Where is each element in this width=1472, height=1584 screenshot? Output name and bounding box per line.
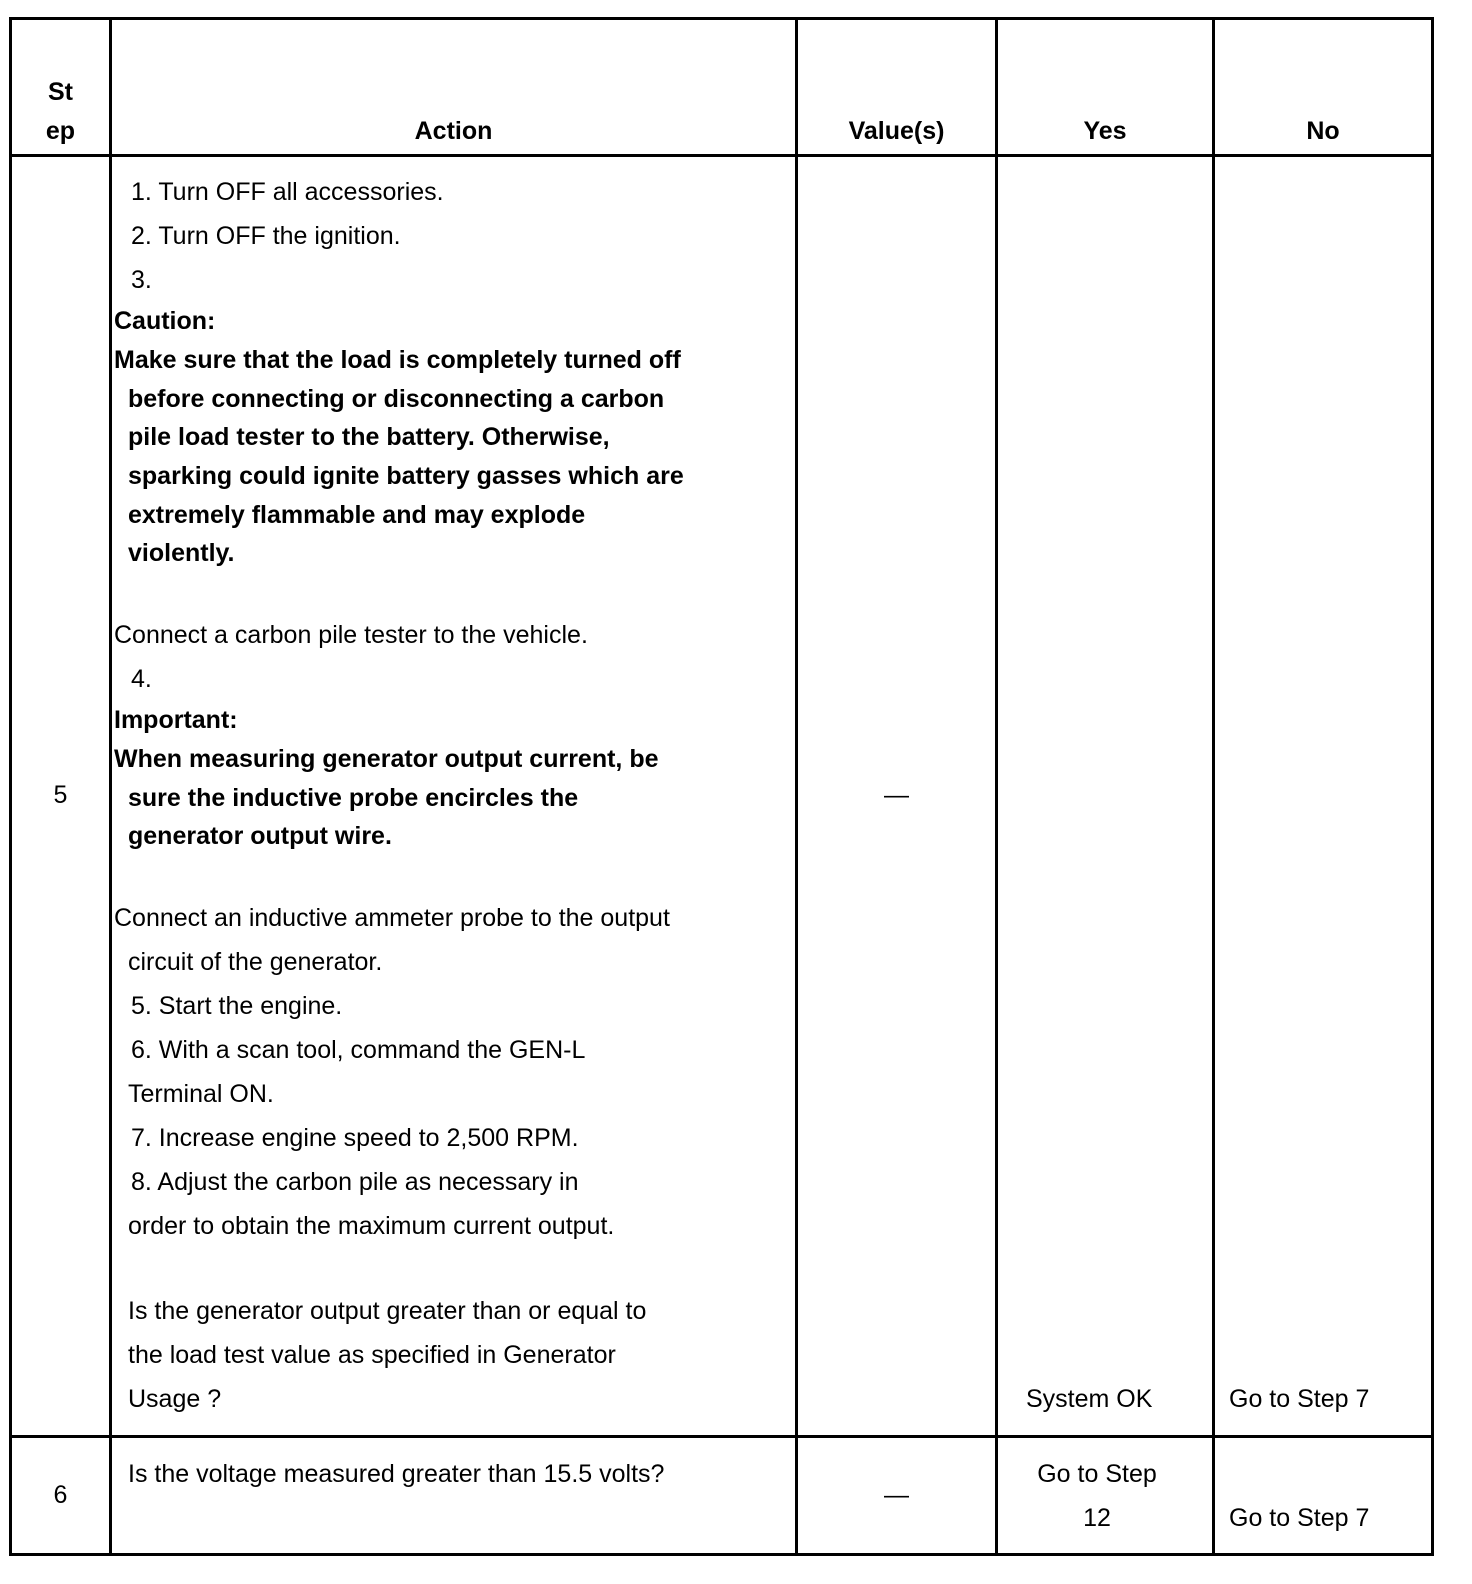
action-item-6-cont: Terminal ON. xyxy=(128,1080,274,1108)
action-item-4: 4. xyxy=(131,665,152,693)
action-item-6: 6. With a scan tool, command the GEN-L xyxy=(131,1036,586,1064)
row6-yes-cont: 12 xyxy=(1083,1504,1111,1532)
header-action: Action xyxy=(414,117,493,145)
action-item-8-cont: order to obtain the maximum current output. xyxy=(128,1212,615,1240)
action-question: Is the generator output greater than or equal to xyxy=(128,1297,647,1325)
header-step-line1: St xyxy=(48,78,73,106)
action-question-cont: the load test value as specified in Generator xyxy=(128,1341,616,1369)
table-border-bottom xyxy=(9,1553,1434,1556)
action-item-3: 3. xyxy=(131,266,152,294)
caution-line: violently. xyxy=(128,539,235,567)
row6-action: Is the voltage measured greater than 15.5 volts? xyxy=(128,1460,665,1488)
action-item-2: 2. Turn OFF the ignition. xyxy=(131,222,401,250)
table-border-right xyxy=(1431,17,1434,1556)
caution-line: pile load tester to the battery. Otherwise, xyxy=(128,423,610,451)
column-divider-step xyxy=(109,17,112,1556)
action-item-5: 5. Start the engine. xyxy=(131,992,343,1020)
caution-line: before connecting or disconnecting a carbon xyxy=(128,385,665,413)
row5-step: 5 xyxy=(53,781,68,809)
column-divider-yes xyxy=(1212,17,1215,1556)
row5-no: Go to Step 7 xyxy=(1229,1385,1370,1413)
header-divider xyxy=(9,154,1434,157)
row6-no: Go to Step 7 xyxy=(1229,1504,1370,1532)
action-item-1: 1. Turn OFF all accessories. xyxy=(131,178,444,206)
header-yes: Yes xyxy=(1083,117,1127,145)
action-connect-pile: Connect a carbon pile tester to the vehicle. xyxy=(114,621,588,649)
action-connect-probe-cont: circuit of the generator. xyxy=(128,948,383,976)
header-step-line2: ep xyxy=(45,117,76,145)
action-item-7: 7. Increase engine speed to 2,500 RPM. xyxy=(131,1124,579,1152)
header-values: Value(s) xyxy=(848,117,945,145)
caution-line: extremely flammable and may explode xyxy=(128,501,586,529)
action-connect-probe: Connect an inductive ammeter probe to the output xyxy=(114,904,670,932)
caution-line: sparking could ignite battery gasses which are xyxy=(128,462,684,490)
caution-label: Caution: xyxy=(114,307,216,335)
column-divider-values xyxy=(995,17,998,1556)
caution-line: Make sure that the load is completely turned off xyxy=(114,346,681,374)
important-line: generator output wire. xyxy=(128,822,392,850)
action-item-8: 8. Adjust the carbon pile as necessary in xyxy=(131,1168,579,1196)
important-label: Important: xyxy=(114,706,238,734)
row5-value: — xyxy=(884,781,909,809)
row6-value: — xyxy=(884,1481,909,1509)
row5-yes: System OK xyxy=(1026,1385,1153,1413)
table-border-top xyxy=(9,17,1434,20)
important-line: sure the inductive probe encircles the xyxy=(128,784,579,812)
row6-yes: Go to Step xyxy=(1037,1460,1157,1488)
row6-step: 6 xyxy=(53,1481,68,1509)
important-line: When measuring generator output current, be xyxy=(114,745,659,773)
action-question-end: Usage ? xyxy=(128,1385,222,1413)
header-no: No xyxy=(1306,117,1340,145)
row-divider xyxy=(9,1435,1434,1438)
